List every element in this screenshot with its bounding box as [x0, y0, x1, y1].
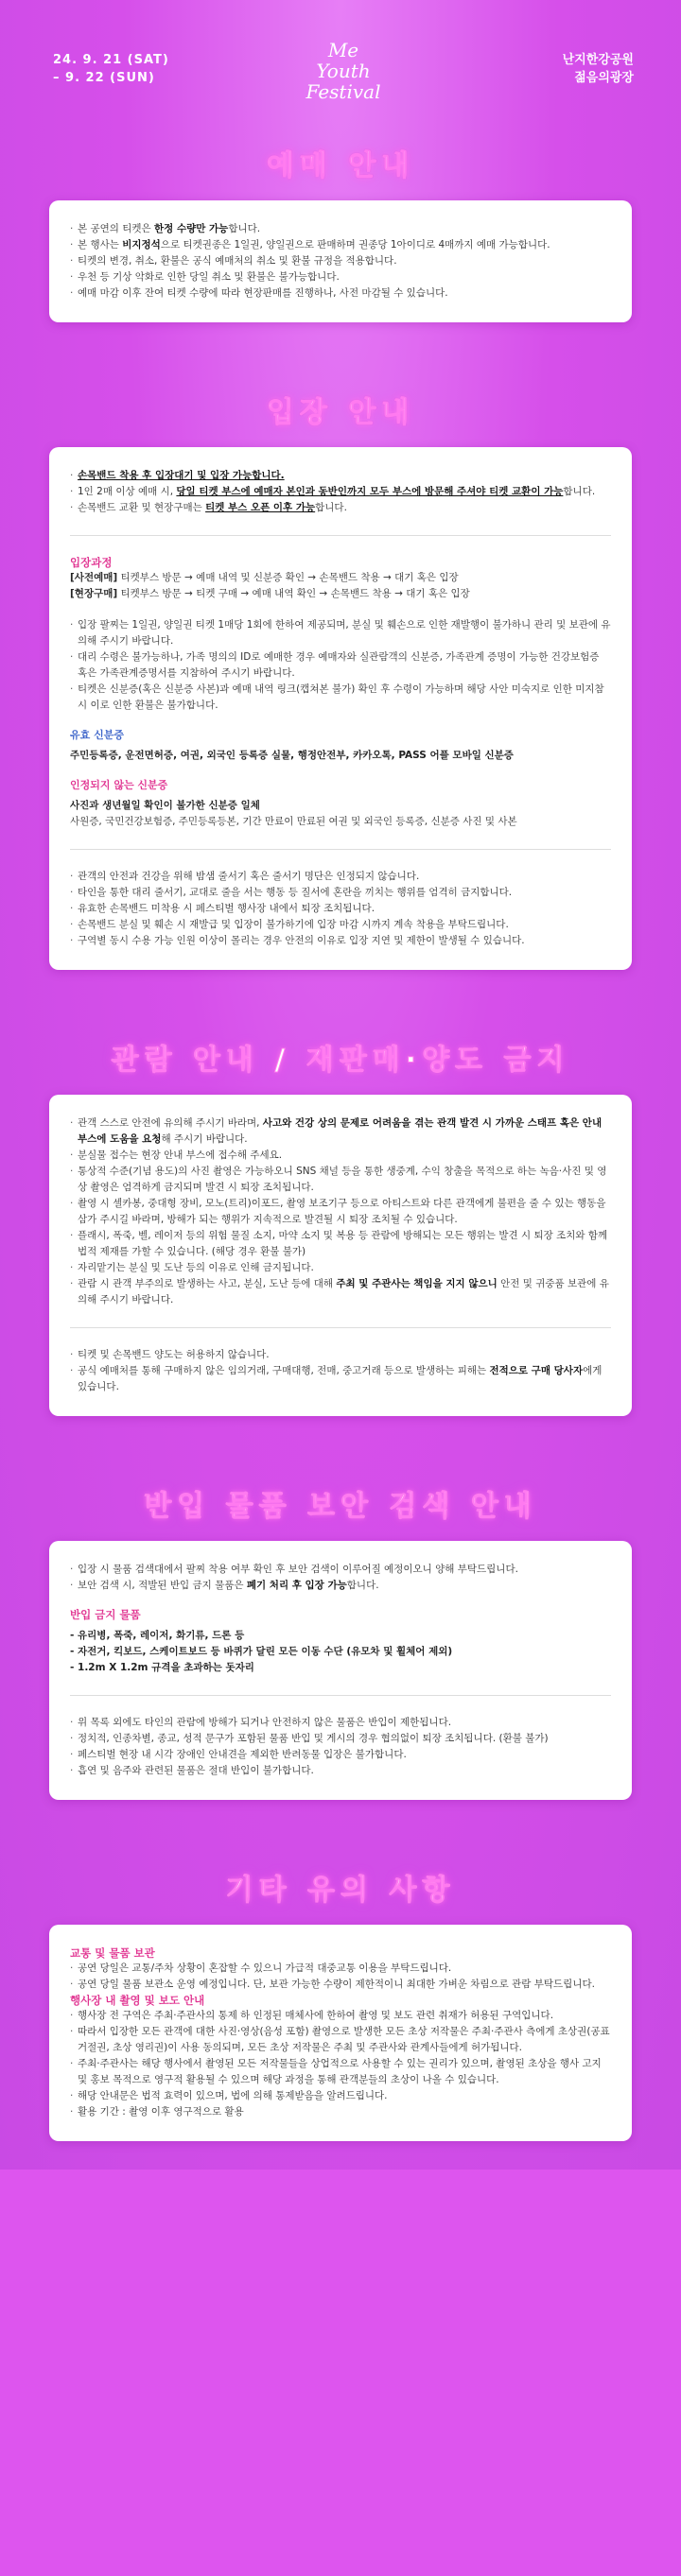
list-item: · 우천 등 기상 악화로 인한 당일 취소 및 환불은 불가능합니다.	[70, 269, 611, 285]
section-title-other	[0, 1866, 681, 1908]
festival-logo	[301, 40, 386, 102]
list-item: · 입장 팔찌는 1일권, 양일권 티켓 1매당 1회에 한하여 제공되며, 분실 및 훼손으로 인한 재발행이 불가하니 관리 및 보관에 유의해 주시기 바랍니다.	[70, 617, 611, 649]
divider	[70, 849, 611, 850]
list-item: · 흡연 및 음주와 관련된 물품은 절대 반입이 불가합니다.	[70, 1763, 611, 1779]
logo-line-2: Festival	[306, 80, 381, 103]
date-line-2: – 9. 22 (SUN)	[53, 71, 155, 85]
section-title-text: 예매 안내	[266, 149, 415, 182]
section-title-ticketing	[0, 142, 681, 183]
list-item: · 공연 당일은 교통/주차 상황이 혼잡할 수 있으니 가급적 대중교통 이용을 부탁드립니다.	[70, 1961, 611, 1977]
list-item: · 플래시, 폭죽, 벨, 레이저 등의 위험 물질 소지, 마약 소지 및 복용 등 관람에 방해되는 모든 행위는 발견 시 퇴장 조치와 함께 법적 제재를 가할 수 있습니다. (해당 경우 환불 불가)	[70, 1228, 611, 1260]
list-item: · 통상적 수준(기념 용도)의 사진 촬영은 가능하오니 SNS 채널 등을 통한 생중계, 수익 창출을 목적으로 하는 녹음·사진 및 영상 촬영은 엄격하게 금지되며 발견 시 퇴장 조치됩니다.	[70, 1164, 611, 1196]
subheading-invalid-id: 인정되지 않는 신분증	[70, 779, 168, 791]
list-item: · 공연 당일 물품 보관소 운영 예정입니다. 단, 보관 가능한 수량이 제한적이니 최대한 가벼운 차림으로 관람 부탁드립니다.	[70, 1977, 611, 1993]
banned-item: - 유리병, 폭죽, 레이저, 화기류, 드론 등	[70, 1630, 245, 1641]
list-item: · 예매 마감 이후 잔여 티켓 수량에 따라 현장판매를 진행하나, 사전 마감될 수 있습니다.	[70, 285, 611, 302]
banned-item: - 자전거, 킥보드, 스케이트보드 등 바퀴가 달린 모든 이동 수단 (유모차 및 휠체어 제외)	[70, 1646, 453, 1657]
other-card	[49, 1925, 632, 2141]
list-item: · 관람 시 관객 부주의로 발생하는 사고, 분실, 도난 등에 대해 주최 및 주관사는 책임을 지지 않으니 안전 및 귀중품 보관에 유의해 주시기 바랍니다.	[70, 1276, 611, 1308]
divider	[70, 1695, 611, 1696]
section-title-entry	[0, 389, 681, 430]
list-item: · 관객의 안전과 건강을 위해 밤샘 줄서기 혹은 줄서기 명단은 인정되지 않습니다.	[70, 869, 611, 885]
list-item: · 공식 예매처를 통해 구매하지 않은 임의거래, 구매대행, 전매, 중고거래 등으로 발생하는 피해는 전적으로 구매 당사자에게 있습니다.	[70, 1363, 611, 1395]
list-item: · 자리맡기는 분실 및 도난 등의 이유로 인해 금지됩니다.	[70, 1260, 611, 1276]
subheading-banned-items: 반입 금지 물품	[70, 1608, 141, 1621]
list-item: · 유효한 손목밴드 미착용 시 페스티벌 행사장 내에서 퇴장 조치됩니다.	[70, 901, 611, 917]
list-item: · 타인을 통한 대리 줄서기, 교대로 줄을 서는 행동 등 질서에 혼란을 끼치는 행위를 엄격히 금지합니다.	[70, 885, 611, 901]
list-item: · 정치적, 인종차별, 종교, 성적 문구가 포함된 물품 반입 및 게시의 경우 협의없이 퇴장 조치됩니다. (환불 불가)	[70, 1731, 611, 1747]
list-item: · 1인 2매 이상 예매 시, 당일 티켓 부스에 예매자 본인과 동반인까지 모두 부스에 방문해 주셔야 티켓 교환이 가능합니다.	[70, 484, 611, 500]
date-line-1: 24. 9. 21 (SAT)	[53, 53, 169, 67]
subheading-filming: 행사장 내 촬영 및 보도 안내	[70, 1994, 205, 2007]
entry-card	[49, 447, 632, 970]
list-item: · 본 행사는 비지정석으로 티켓권종은 1일권, 양일권으로 판매하며 권종당 1아이디로 4매까지 예매 가능합니다.	[70, 237, 611, 253]
list-item: · 위 목록 외에도 타인의 관람에 방해가 되거나 안전하지 않은 물품은 반입이 제한됩니다.	[70, 1715, 611, 1731]
header	[0, 0, 681, 123]
list-item: · 페스티벌 현장 내 시각 장애인 안내견을 제외한 반려동물 입장은 불가합니다.	[70, 1747, 611, 1763]
subheading-transport: 교통 및 물품 보관	[70, 1946, 155, 1960]
list-item: · 분실물 접수는 현장 안내 부스에 접수해 주세요.	[70, 1148, 611, 1164]
logo-line-1: Me Youth	[316, 39, 371, 82]
subheading-valid-id: 유효 신분증	[70, 729, 124, 741]
venue-line-1: 난지한강공원	[562, 53, 634, 67]
list-item: · 티켓은 신분증(혹은 신분증 사본)과 예매 내역 링크(캡쳐본 불가) 확인 후 수령이 가능하며 해당 사안 미숙지로 인한 미지참 시 이로 인한 환불은 불가합니다.	[70, 682, 611, 714]
list-item: · 행사장 전 구역은 주최·주관사의 통제 하 인정된 매체사에 한하여 촬영 및 보도 관련 취재가 허용된 구역입니다.	[70, 2008, 611, 2024]
process-step: [현장구매] 티켓부스 방문 → 티켓 구매 → 예매 내역 확인 → 손목밴드 착용 → 대기 혹은 입장	[70, 588, 470, 599]
viewing-card	[49, 1095, 632, 1416]
list-item: · 따라서 입장한 모든 관객에 대한 사진·영상(음성 포함) 촬영으로 발생한 모든 초상 저작물은 주최·주관사 측에게 초상권(공표 거절권, 초상 영리권)이 사용 동의되며, 모든 초상 저작물은 주최 및 주관사와 관계사들에게 허가됩니다.	[70, 2024, 611, 2056]
list-item: · 해당 안내문은 법적 효력이 있으며, 법에 의해 통제받음을 알려드립니다.	[70, 2088, 611, 2104]
list-item: · 손목밴드 교환 및 현장구매는 티켓 부스 오픈 이후 가능합니다.	[70, 500, 611, 516]
section-title-security	[0, 1482, 681, 1524]
list-item: · 대리 수령은 불가능하나, 가족 명의의 ID로 예매한 경우 예매자와 실관람객의 신분증, 가족관계 증명이 가능한 건강보험증 혹은 가족관계증명서를 지참하여 주시기 바랍니다.	[70, 649, 611, 682]
list-item: · 입장 시 물품 검색대에서 팔찌 착용 여부 확인 후 보안 검색이 이루어질 예정이오니 양해 부탁드립니다.	[70, 1562, 611, 1578]
event-dates	[53, 51, 169, 87]
list-item: · 본 공연의 티켓은 한정 수량만 가능합니다.	[70, 221, 611, 237]
process-step: [사전예매] 티켓부스 방문 → 예매 내역 및 신분증 확인 → 손목밴드 착용 → 대기 혹은 입장	[70, 572, 459, 583]
invalid-id-summary: 사진과 생년월일 확인이 불가한 신분증 일체	[70, 800, 260, 811]
section-title-viewing	[0, 1036, 681, 1078]
list-item: · 관객 스스로 안전에 유의해 주시기 바라며, 사고와 건강 상의 문제로 어려움을 겪는 관객 발견 시 가까운 스태프 혹은 안내 부스에 도움을 요청해 주시기 바랍니다.	[70, 1115, 611, 1148]
divider	[70, 1327, 611, 1328]
section-title-text: 기타 유의 사항	[225, 1874, 456, 1907]
list-item: · 주최·주관사는 해당 행사에서 촬영된 모든 저작물들을 상업적으로 사용할 수 있는 권리가 있으며, 촬영된 초상을 행사 고지 및 홍보 목적으로 영구적 활용될 수 있으며 해당 과정을 통해 관객분들의 초상이 나올 수 있습니다.	[70, 2056, 611, 2088]
venue-line-2: 젊음의광장	[574, 71, 634, 85]
list-item: · 보안 검색 시, 적발된 반입 금지 물품은 폐기 처리 후 입장 가능합니다.	[70, 1578, 611, 1594]
banned-item: - 1.2m X 1.2m 규격을 초과하는 돗자리	[70, 1662, 254, 1673]
list-item: · 활용 기간 : 촬영 이후 영구적으로 활용	[70, 2104, 611, 2120]
ticketing-card	[49, 200, 632, 322]
list-item: · 촬영 시 셀카봉, 중대형 장비, 모노(트리)이포드, 촬영 보조기구 등으로 아티스트와 다른 관객에게 불편을 줄 수 있는 행동을 삼가 주시길 바라며, 방해가 되는 행위가 지속적으로 발견될 시 퇴장 조치될 수 있습니다.	[70, 1196, 611, 1228]
section-title-text: 입장 안내	[266, 396, 415, 429]
list-item: · 티켓 및 손목밴드 양도는 허용하지 않습니다.	[70, 1347, 611, 1363]
security-card	[49, 1541, 632, 1800]
list-item: · 티켓의 변경, 취소, 환불은 공식 예매처의 취소 및 환불 규정을 적용합니다.	[70, 253, 611, 269]
valid-id-list: 주민등록증, 운전면허증, 여권, 외국인 등록증 실물, 행정안전부, 카카오톡, PASS 어플 모바일 신분증	[70, 750, 514, 761]
section-title-text: 관람 안내 / 재판매·양도 금지	[111, 1044, 570, 1077]
section-title-text: 반입 물품 보안 검색 안내	[144, 1490, 537, 1523]
list-item: · 손목밴드 착용 후 입장대기 및 입장 가능합니다.	[70, 468, 611, 484]
list-item: · 구역별 동시 수용 가능 인원 이상이 몰리는 경우 안전의 이유로 입장 지연 및 제한이 발생될 수 있습니다.	[70, 933, 611, 949]
subheading-process: 입장과정	[70, 556, 113, 569]
invalid-id-list: 사원증, 국민건강보험증, 주민등록등본, 기간 만료이 만료된 여권 및 외국인 등록증, 신분증 사진 및 사본	[70, 816, 517, 827]
list-item: · 손목밴드 분실 및 훼손 시 재발급 및 입장이 불가하기에 입장 마감 시까지 계속 착용을 부탁드립니다.	[70, 917, 611, 933]
event-venue	[563, 51, 634, 87]
divider	[70, 535, 611, 536]
